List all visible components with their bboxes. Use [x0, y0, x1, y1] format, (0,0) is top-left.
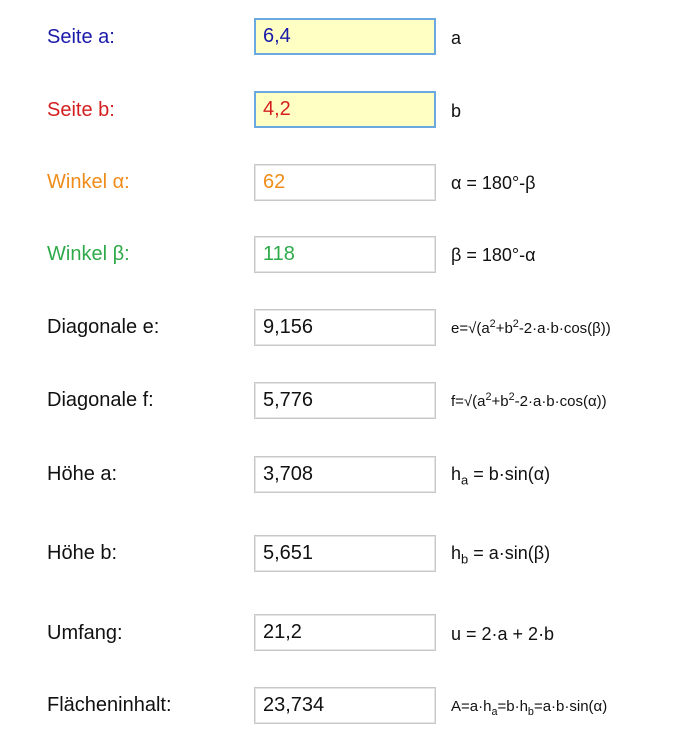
row-side-b [0, 91, 680, 131]
height-a-formula: $h_a = b\cdot\sin(\alpha)$ [451, 464, 551, 488]
height-a-label: Höhe a: [47, 463, 118, 485]
diagonal-e-formula: $e=√(a^2+b^2-2\cdot a\cdot b\cdot\cos(\beta))$ [451, 318, 611, 337]
row-height-a [0, 456, 680, 496]
row-height-b [0, 535, 680, 575]
row-diagonal-f [0, 382, 680, 422]
diagonal-f-label: Diagonale f: [47, 389, 154, 411]
row-side-a [0, 18, 680, 58]
height-b-input[interactable]: 5,651 [254, 535, 436, 572]
row-angle-beta [0, 236, 680, 276]
row-perimeter [0, 614, 680, 654]
side-a-input[interactable]: 6,4 [254, 18, 436, 55]
angle-alpha-formula: α = 180°-β [451, 173, 536, 193]
side-b-formula: b [451, 101, 462, 121]
row-angle-alpha [0, 164, 680, 204]
diagonal-e-label: Diagonale e: [47, 316, 160, 338]
area-label: Flächeninhalt: [47, 694, 172, 716]
diagonal-e-input[interactable]: 9,156 [254, 309, 436, 346]
angle-beta-input[interactable]: 118 [254, 236, 436, 273]
area-input[interactable]: 23,734 [254, 687, 436, 724]
angle-beta-formula: β = 180°-α [451, 245, 536, 265]
angle-alpha-input[interactable]: 62 [254, 164, 436, 201]
height-b-formula: $h_b = a\cdot\sin(\beta)$ [451, 543, 551, 567]
diagonal-f-formula: $f=√(a^2+b^2-2\cdot a\cdot b\cdot\cos(\alpha))$ [451, 391, 607, 410]
area-formula: $A=a\cdot h_a=b\cdot h_b=a\cdot b\cdot\sin(\alpha)$ [451, 698, 608, 718]
angle-alpha-label: Winkel α: [47, 171, 130, 193]
perimeter-input[interactable]: 21,2 [254, 614, 436, 651]
side-a-label: Seite a: [47, 26, 115, 48]
side-a-formula: a [451, 28, 462, 48]
row-area [0, 687, 680, 727]
diagonal-f-input[interactable]: 5,776 [254, 382, 436, 419]
row-diagonal-e [0, 309, 680, 349]
angle-beta-label: Winkel β: [47, 243, 130, 265]
height-b-label: Höhe b: [47, 542, 118, 564]
side-b-input[interactable]: 4,2 [254, 91, 436, 128]
perimeter-formula: u = 2·a + 2·b [451, 624, 555, 644]
side-b-label: Seite b: [47, 99, 115, 121]
perimeter-label: Umfang: [47, 622, 123, 644]
height-a-input[interactable]: 3,708 [254, 456, 436, 493]
